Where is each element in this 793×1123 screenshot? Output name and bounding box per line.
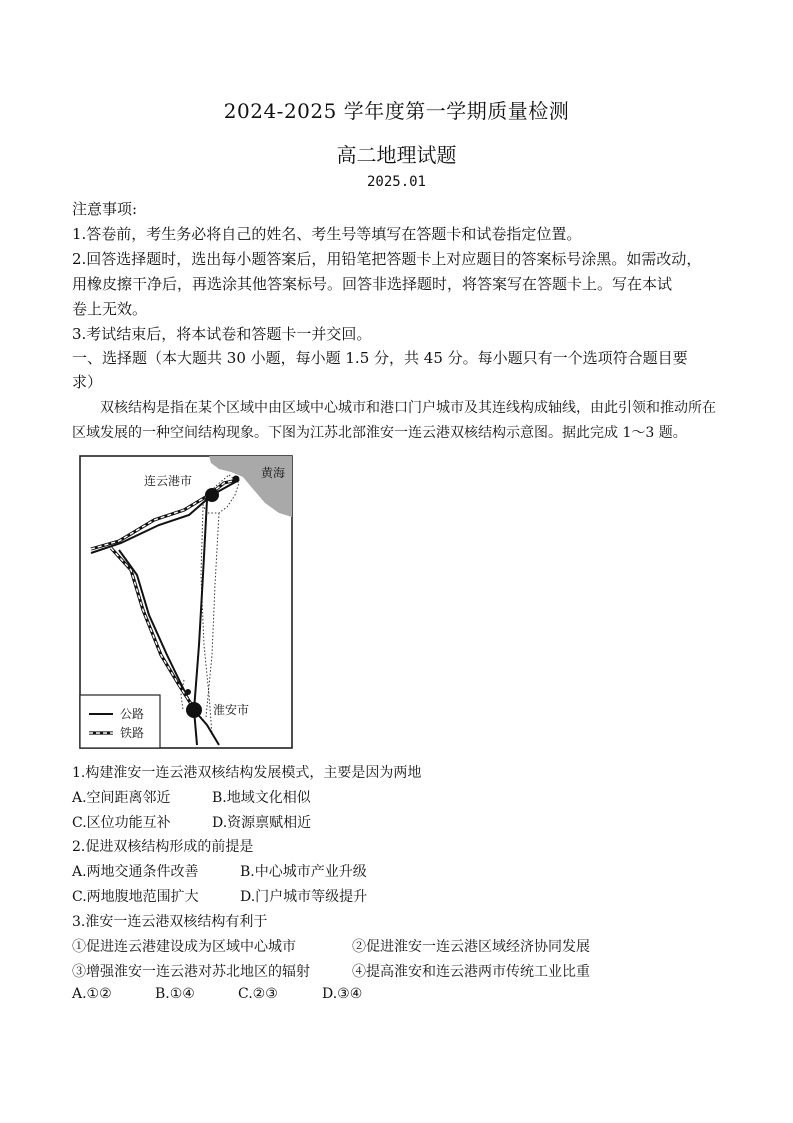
legend-road-label: 公路 bbox=[120, 707, 145, 721]
exam-title: 2024-2025 学年度第一学期质量检测 bbox=[223, 99, 570, 123]
yellow-sea-label: 黄海 bbox=[261, 466, 286, 480]
q1-stem: 1.构建淮安一连云港双核结构发展模式，主要是因为两地 bbox=[72, 765, 422, 781]
q1-option-a: A.空间距离邻近 bbox=[72, 790, 171, 806]
q3-option-b: B.①④ bbox=[155, 986, 195, 1002]
q3-statement-4: ④提高淮安和连云港两市传统工业比重 bbox=[352, 964, 590, 980]
lianyungang-label: 连云港市 bbox=[144, 474, 193, 488]
q2-option-a: A.两地交通条件改善 bbox=[72, 864, 199, 880]
q2-option-d: D.门户城市等级提升 bbox=[240, 889, 368, 905]
section-heading: 一、选择题（本大题共 30 小题，每小题 1.5 分，共 45 分。每小题只有一个选项符合题目要 bbox=[72, 349, 688, 367]
q3-option-c: C.②③ bbox=[238, 986, 278, 1002]
lianyungang-city-dot bbox=[205, 488, 219, 502]
q1-option-c: C.区位功能互补 bbox=[72, 815, 171, 831]
q3-option-d: D.③④ bbox=[322, 986, 363, 1002]
q2-stem: 2.促进双核结构形成的前提是 bbox=[72, 839, 254, 855]
section-heading-cont: 求） bbox=[72, 373, 103, 391]
huaian-city-dot bbox=[186, 702, 202, 718]
q3-statement-3: ③增强淮安一连云港对苏北地区的辐射 bbox=[72, 964, 310, 980]
note-line: 3.考试结束后，将本试卷和答题卡一并交回。 bbox=[72, 325, 372, 343]
double-core-map bbox=[79, 455, 294, 750]
q3-statement-1: ①促进连云港建设成为区域中心城市 bbox=[72, 939, 296, 955]
legend-rail-label: 铁路 bbox=[120, 726, 145, 740]
q2-option-c: C.两地腹地范围扩大 bbox=[72, 889, 199, 905]
passage-line: 双核结构是指在某个区域中由区域中心城市和港口门户城市及其连线构成轴线，由此引领和推动所在 bbox=[100, 400, 716, 416]
q3-stem: 3.淮安一连云港双核结构有利于 bbox=[72, 914, 268, 930]
note-line: 2.回答选择题时，选出每小题答案后，用铅笔把答题卡上对应题目的答案标号涂黑。如需改动， bbox=[72, 250, 702, 268]
junction-dot bbox=[185, 689, 191, 695]
passage-line: 区域发展的一种空间结构现象。下图为江苏北部淮安一连云港双核结构示意图。据此完成 1～3 题。 bbox=[72, 425, 687, 441]
exam-subtitle: 高二地理试题 bbox=[336, 143, 457, 167]
exam-date: 2025.01 bbox=[366, 174, 426, 190]
note-line: 1.答卷前，考生务必将自己的姓名、考生号等填写在答题卡和试卷指定位置。 bbox=[72, 225, 582, 243]
q2-option-b: B.中心城市产业升级 bbox=[240, 864, 367, 880]
q1-option-b: B.地域文化相似 bbox=[212, 790, 311, 806]
q3-option-a: A.①② bbox=[72, 986, 112, 1002]
notes-heading: 注意事项: bbox=[72, 200, 138, 218]
note-line: 卷上无效。 bbox=[72, 300, 148, 318]
note-line: 用橡皮擦干净后，再选涂其他答案标号。回答非选择题时，将答案写在答题卡上。写在本试 bbox=[72, 275, 673, 293]
q3-statement-2: ②促进淮安一连云港区域经济协同发展 bbox=[352, 939, 590, 955]
huaian-label: 淮安市 bbox=[213, 703, 250, 717]
port-dot bbox=[233, 476, 240, 483]
q1-option-d: D.资源禀赋相近 bbox=[212, 815, 312, 831]
